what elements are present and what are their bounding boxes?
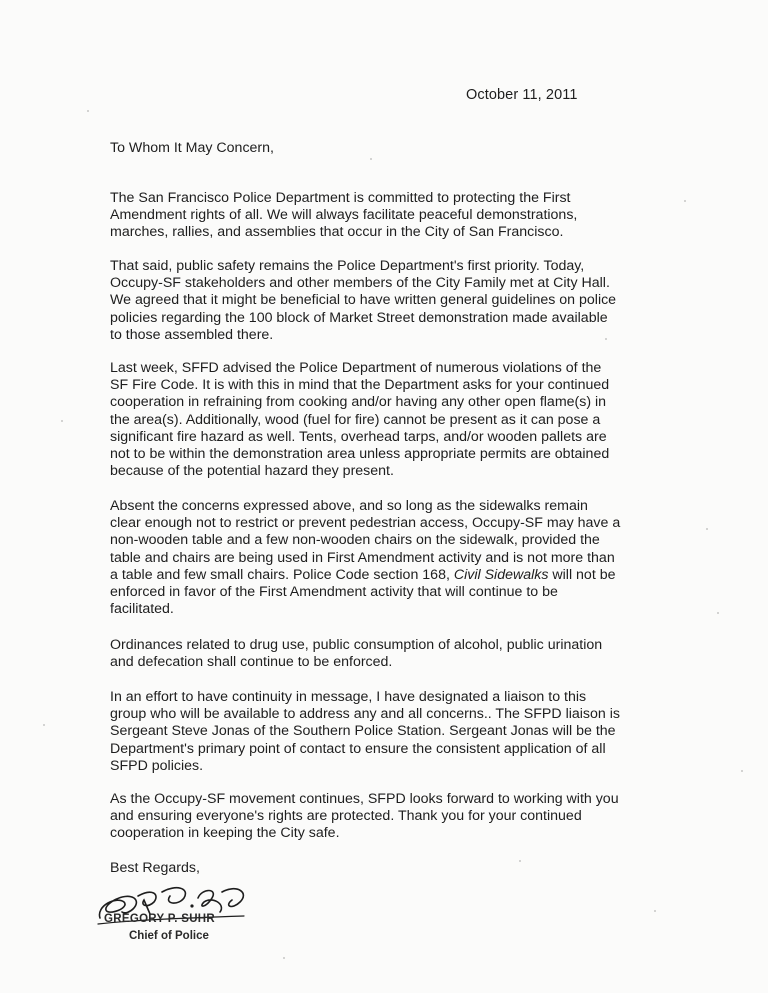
paragraph-fire-code [110, 360, 655, 480]
scan-speckle [706, 528, 708, 530]
text-line: marches, rallies, and assemblies that occur in the City of San Francisco. [110, 224, 564, 241]
text-line: because of the potential hazard they present. [110, 463, 394, 480]
text-line: group who will be available to address any and all concerns.. The SFPD liaison is [110, 706, 620, 723]
paragraph-public-safety [110, 258, 655, 344]
text-line: and ensuring everyone's rights are protected. Thank you for your continued [110, 808, 582, 825]
text-line: That said, public safety remains the Police Department's first priority. Today, [110, 258, 585, 274]
scan-speckle [654, 910, 656, 912]
text-line: Sergeant Steve Jonas of the Southern Police Station. Sergeant Jonas will be the [110, 723, 616, 740]
text-line: cooperation in refraining from cooking and/or having any other open flame(s) in [110, 394, 607, 411]
text-line: clear enough not to restrict or prevent pedestrian access, Occupy-SF may have a [110, 515, 621, 532]
text-line: to those assembled there. [110, 326, 274, 343]
text-line: Absent the concerns expressed above, and so long as the sidewalks remain [110, 498, 588, 514]
paragraph-liaison [110, 689, 655, 775]
scan-speckle [87, 110, 89, 112]
text-line: The San Francisco Police Department is committed to protecting the First [110, 190, 571, 206]
paragraph-sidewalk [110, 498, 655, 618]
text-line: non-wooden table and a few non-wooden chairs on the sidewalk, provided the [110, 532, 600, 549]
text-line: significant fire hazard as well. Tents, overhead tarps, and/or wooden pallets are [110, 428, 607, 445]
scan-speckle [741, 770, 743, 772]
text-line: Occupy-SF stakeholders and other members of the City Family met at City Hall. [110, 275, 610, 292]
scan-speckle [43, 724, 45, 726]
text-line: SFPD policies. [110, 757, 204, 774]
text-line: As the Occupy-SF movement continues, SFPD looks forward to working with you [110, 791, 619, 807]
text-segment: a table and few small chairs. Police Code section 168, [110, 566, 454, 583]
text-line: and defecation shall continue to be enforced. [110, 654, 393, 671]
code-title-italic: Civil Sidewalks [453, 566, 549, 583]
scan-speckle [370, 158, 372, 160]
text-segment: will not be [548, 566, 616, 583]
text-line: We agreed that it might be beneficial to have written general guidelines on police [110, 292, 617, 309]
text-line: Last week, SFFD advised the Police Department of numerous violations of the [110, 360, 602, 376]
text-line: enforced in favor of the First Amendment activity that will continue to be [110, 584, 558, 601]
text-line: policies regarding the 100 block of Market Street demonstration made available [110, 309, 608, 326]
handwritten-signature [94, 878, 254, 938]
scan-speckle [717, 612, 719, 614]
text-line: cooperation in keeping the City safe. [110, 825, 340, 842]
text-line: Department's primary point of contact to ensure the consistent application of all [110, 740, 606, 757]
scan-speckle [684, 200, 686, 202]
paragraph-ordinances [110, 637, 655, 671]
scan-speckle [283, 957, 285, 959]
text-line: SF Fire Code. It is with this in mind that the Department asks for your continued [110, 377, 610, 394]
closing-phrase: Best Regards, [110, 860, 200, 876]
paragraph-commitment [110, 190, 655, 242]
letter-date: October 11, 2011 [466, 87, 578, 103]
scan-speckle [61, 420, 63, 422]
paragraph-closing-remarks [110, 791, 655, 843]
text-line: In an effort to have continuity in message, I have designated a liaison to this [110, 689, 587, 705]
text-line: facilitated. [110, 601, 174, 618]
salutation: To Whom It May Concern, [110, 140, 274, 156]
signer-title: Chief of Police [129, 930, 209, 942]
text-line: table and chairs are being used in First Amendment activity and is not more than [110, 549, 615, 566]
text-line: Amendment rights of all. We will always facilitate peaceful demonstrations, [110, 207, 578, 224]
text-line: not to be within the demonstration area unless appropriate permits are obtained [110, 446, 610, 463]
text-line-police-code [110, 567, 655, 584]
text-line: Ordinances related to drug use, public consumption of alcohol, public urination [110, 637, 603, 653]
signer-name: GREGORY P. SUHR [104, 913, 216, 925]
text-line: the area(s). Additionally, wood (fuel for fire) cannot be present as it can pose a [110, 411, 601, 428]
